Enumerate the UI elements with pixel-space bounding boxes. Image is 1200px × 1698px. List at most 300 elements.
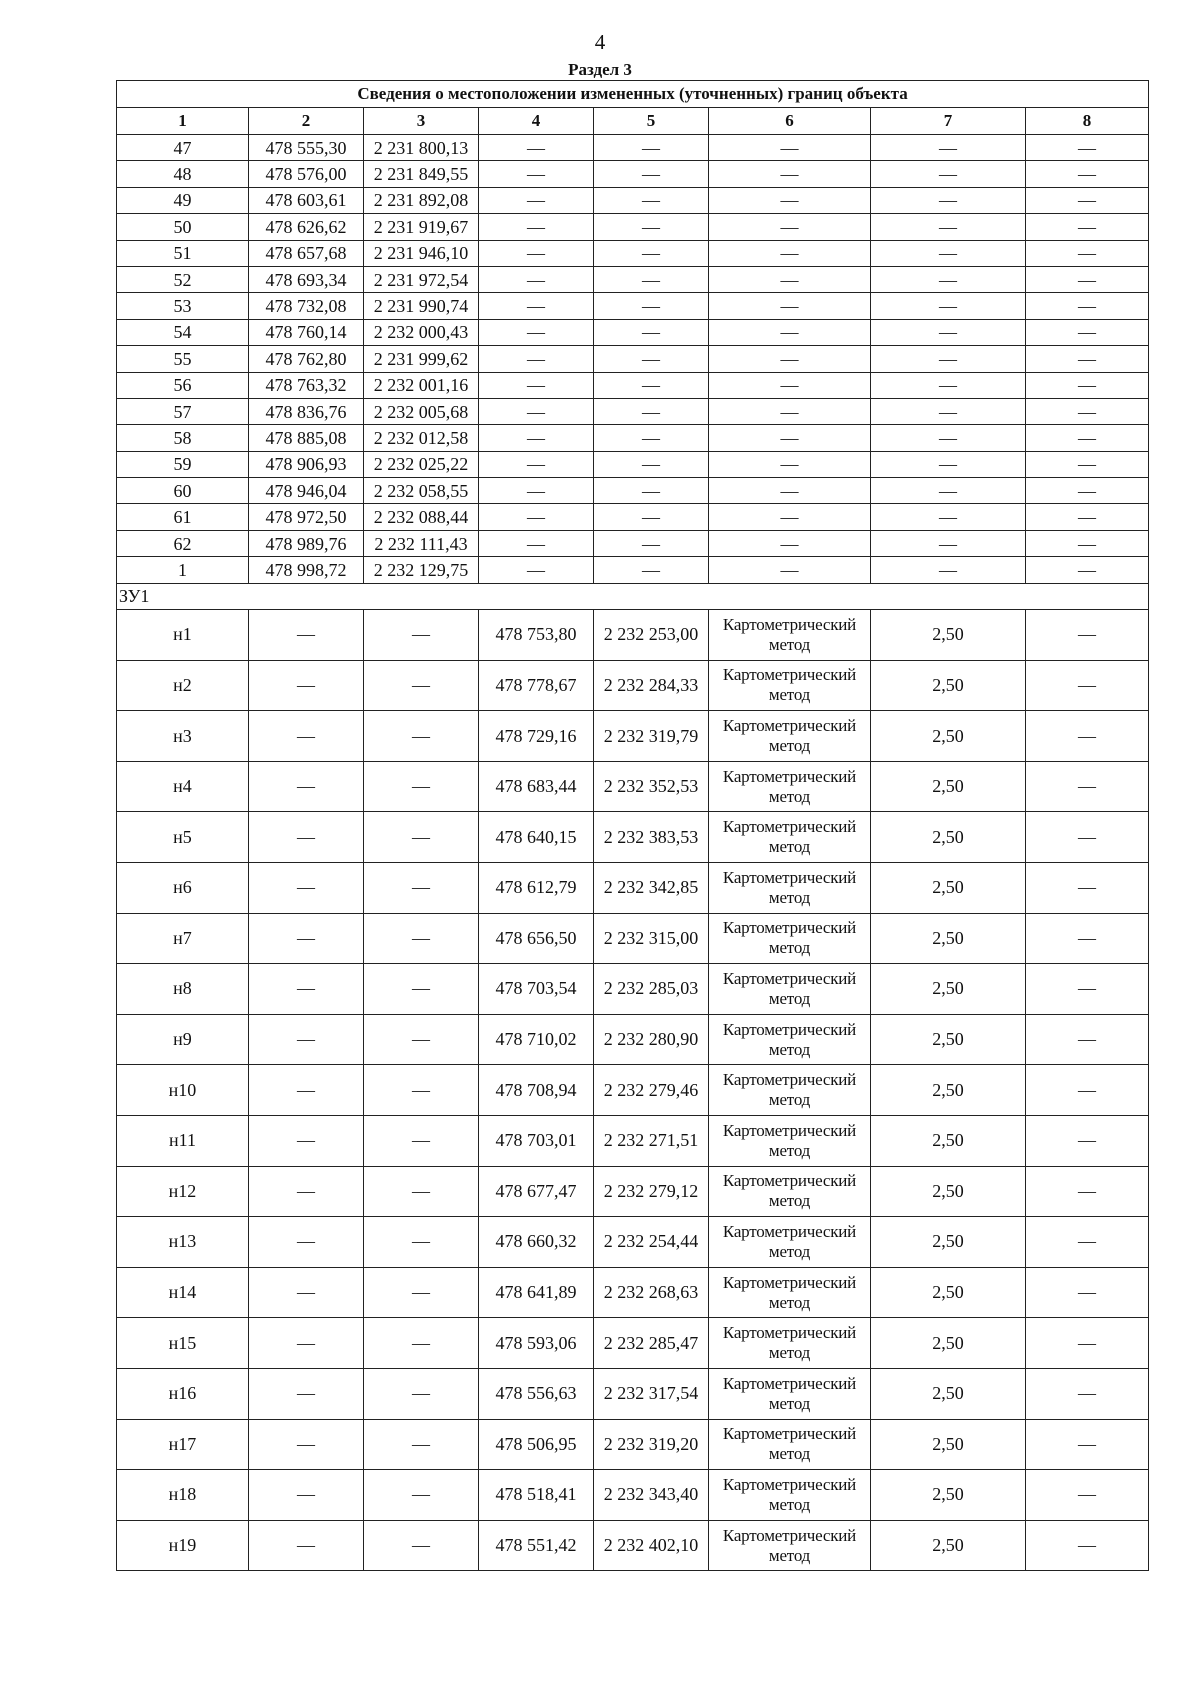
description-cell: — — [1026, 372, 1149, 398]
table-row — [117, 451, 1149, 477]
point-number-cell: 51 — [117, 240, 249, 266]
point-number-cell: н18 — [117, 1470, 249, 1521]
group-label: ЗУ1 — [117, 583, 1149, 609]
old-y-cell: — — [364, 711, 479, 762]
old-y-cell: — — [364, 1065, 479, 1116]
new-x-cell: — — [479, 214, 594, 240]
old-x-cell: 478 906,93 — [249, 451, 364, 477]
old-y-cell: — — [364, 1166, 479, 1217]
point-number-cell: н5 — [117, 812, 249, 863]
old-y-cell: 2 232 058,55 — [364, 478, 479, 504]
method-cell: Картометрический метод — [709, 1520, 871, 1571]
new-y-cell: — — [594, 293, 709, 319]
new-x-cell: 478 677,47 — [479, 1166, 594, 1217]
old-y-cell: — — [364, 1014, 479, 1065]
accuracy-cell: — — [871, 530, 1026, 556]
method-cell: — — [709, 266, 871, 292]
old-x-cell: 478 836,76 — [249, 398, 364, 424]
group-row — [117, 583, 1149, 609]
accuracy-cell: — — [871, 293, 1026, 319]
table-row — [117, 1368, 1149, 1419]
old-x-cell: — — [249, 964, 364, 1015]
new-x-cell: 478 518,41 — [479, 1470, 594, 1521]
method-cell: — — [709, 214, 871, 240]
old-x-cell: — — [249, 812, 364, 863]
old-y-cell: — — [364, 1419, 479, 1470]
point-number-cell: н9 — [117, 1014, 249, 1065]
new-y-cell: — — [594, 425, 709, 451]
point-number-cell: 49 — [117, 187, 249, 213]
point-number-cell: 62 — [117, 530, 249, 556]
table-row — [117, 478, 1149, 504]
new-y-cell: — — [594, 504, 709, 530]
old-x-cell: 478 885,08 — [249, 425, 364, 451]
table-body — [117, 135, 1149, 1571]
new-y-cell: — — [594, 372, 709, 398]
accuracy-cell: — — [871, 372, 1026, 398]
point-number-cell: 1 — [117, 557, 249, 583]
point-number-cell: н1 — [117, 610, 249, 661]
column-number: 5 — [594, 108, 709, 135]
old-y-cell: — — [364, 1115, 479, 1166]
table-row — [117, 530, 1149, 556]
new-y-cell: — — [594, 478, 709, 504]
table-row — [117, 425, 1149, 451]
accuracy-cell: 2,50 — [871, 913, 1026, 964]
accuracy-cell: 2,50 — [871, 610, 1026, 661]
accuracy-cell: — — [871, 504, 1026, 530]
accuracy-cell: 2,50 — [871, 711, 1026, 762]
point-number-cell: н15 — [117, 1318, 249, 1369]
method-cell: Картометрический метод — [709, 1318, 871, 1369]
table-row — [117, 1470, 1149, 1521]
description-cell: — — [1026, 1520, 1149, 1571]
method-cell: — — [709, 293, 871, 319]
new-y-cell: 2 232 284,33 — [594, 660, 709, 711]
new-y-cell: — — [594, 161, 709, 187]
description-cell: — — [1026, 1419, 1149, 1470]
new-y-cell: 2 232 280,90 — [594, 1014, 709, 1065]
new-x-cell: 478 710,02 — [479, 1014, 594, 1065]
new-y-cell: — — [594, 266, 709, 292]
table-row — [117, 1065, 1149, 1116]
point-number-cell: н13 — [117, 1217, 249, 1268]
new-y-cell: 2 232 383,53 — [594, 812, 709, 863]
old-y-cell: 2 231 800,13 — [364, 135, 479, 161]
new-y-cell: 2 232 352,53 — [594, 761, 709, 812]
new-y-cell: 2 232 254,44 — [594, 1217, 709, 1268]
method-cell: Картометрический метод — [709, 610, 871, 661]
new-y-cell: — — [594, 398, 709, 424]
new-y-cell: 2 232 315,00 — [594, 913, 709, 964]
old-y-cell: 2 231 849,55 — [364, 161, 479, 187]
new-x-cell: — — [479, 557, 594, 583]
column-number: 8 — [1026, 108, 1149, 135]
new-x-cell: 478 551,42 — [479, 1520, 594, 1571]
old-y-cell: 2 231 972,54 — [364, 266, 479, 292]
point-number-cell: 59 — [117, 451, 249, 477]
new-x-cell: 478 556,63 — [479, 1368, 594, 1419]
point-number-cell: 58 — [117, 425, 249, 451]
point-number-cell: н17 — [117, 1419, 249, 1470]
point-number-cell: н4 — [117, 761, 249, 812]
old-x-cell: 478 762,80 — [249, 346, 364, 372]
description-cell: — — [1026, 711, 1149, 762]
method-cell: Картометрический метод — [709, 1470, 871, 1521]
accuracy-cell: 2,50 — [871, 1115, 1026, 1166]
method-cell: — — [709, 319, 871, 345]
point-number-cell: н8 — [117, 964, 249, 1015]
column-number-row — [117, 108, 1149, 135]
description-cell: — — [1026, 863, 1149, 914]
table-row — [117, 964, 1149, 1015]
point-number-cell: 48 — [117, 161, 249, 187]
method-cell: — — [709, 346, 871, 372]
description-cell: — — [1026, 398, 1149, 424]
old-y-cell: — — [364, 1217, 479, 1268]
table-row — [117, 319, 1149, 345]
description-cell: — — [1026, 1166, 1149, 1217]
method-cell: Картометрический метод — [709, 1217, 871, 1268]
point-number-cell: 54 — [117, 319, 249, 345]
point-number-cell: н16 — [117, 1368, 249, 1419]
old-y-cell: 2 231 999,62 — [364, 346, 479, 372]
description-cell: — — [1026, 214, 1149, 240]
old-x-cell: 478 555,30 — [249, 135, 364, 161]
new-x-cell: — — [479, 135, 594, 161]
old-x-cell: — — [249, 761, 364, 812]
old-y-cell: — — [364, 1470, 479, 1521]
column-number: 4 — [479, 108, 594, 135]
new-y-cell: — — [594, 530, 709, 556]
old-x-cell: — — [249, 913, 364, 964]
table-row — [117, 1115, 1149, 1166]
new-y-cell: 2 232 343,40 — [594, 1470, 709, 1521]
method-cell: — — [709, 187, 871, 213]
method-cell: Картометрический метод — [709, 1065, 871, 1116]
new-y-cell: 2 232 319,79 — [594, 711, 709, 762]
old-x-cell: — — [249, 1318, 364, 1369]
column-number: 2 — [249, 108, 364, 135]
new-y-cell: — — [594, 557, 709, 583]
point-number-cell: н7 — [117, 913, 249, 964]
point-number-cell: н6 — [117, 863, 249, 914]
new-y-cell: 2 232 268,63 — [594, 1267, 709, 1318]
description-cell: — — [1026, 913, 1149, 964]
column-number: 6 — [709, 108, 871, 135]
old-x-cell: 478 946,04 — [249, 478, 364, 504]
accuracy-cell: 2,50 — [871, 1318, 1026, 1369]
old-y-cell: — — [364, 863, 479, 914]
new-x-cell: 478 708,94 — [479, 1065, 594, 1116]
description-cell: — — [1026, 319, 1149, 345]
point-number-cell: 61 — [117, 504, 249, 530]
description-cell: — — [1026, 135, 1149, 161]
new-x-cell: 478 640,15 — [479, 812, 594, 863]
method-cell: Картометрический метод — [709, 863, 871, 914]
new-y-cell: 2 232 271,51 — [594, 1115, 709, 1166]
table-row — [117, 1520, 1149, 1571]
accuracy-cell: — — [871, 266, 1026, 292]
description-cell: — — [1026, 425, 1149, 451]
new-y-cell: — — [594, 214, 709, 240]
new-x-cell: — — [479, 451, 594, 477]
method-cell: Картометрический метод — [709, 1115, 871, 1166]
new-x-cell: 478 703,01 — [479, 1115, 594, 1166]
old-x-cell: 478 657,68 — [249, 240, 364, 266]
description-cell: — — [1026, 161, 1149, 187]
method-cell: Картометрический метод — [709, 1014, 871, 1065]
accuracy-cell: 2,50 — [871, 1166, 1026, 1217]
new-x-cell: — — [479, 372, 594, 398]
new-x-cell: — — [479, 530, 594, 556]
description-cell: — — [1026, 1318, 1149, 1369]
table-row — [117, 863, 1149, 914]
old-x-cell: 478 576,00 — [249, 161, 364, 187]
old-x-cell: — — [249, 1065, 364, 1116]
old-y-cell: 2 231 946,10 — [364, 240, 479, 266]
method-cell: Картометрический метод — [709, 1166, 871, 1217]
accuracy-cell: — — [871, 398, 1026, 424]
new-y-cell: — — [594, 187, 709, 213]
point-number-cell: н12 — [117, 1166, 249, 1217]
old-y-cell: — — [364, 913, 479, 964]
description-cell: — — [1026, 557, 1149, 583]
new-y-cell: 2 232 402,10 — [594, 1520, 709, 1571]
description-cell: — — [1026, 812, 1149, 863]
old-x-cell: — — [249, 1419, 364, 1470]
accuracy-cell: 2,50 — [871, 1470, 1026, 1521]
page-number: 4 — [594, 30, 606, 54]
old-x-cell: — — [249, 1217, 364, 1268]
new-x-cell: — — [479, 319, 594, 345]
accuracy-cell: 2,50 — [871, 964, 1026, 1015]
new-y-cell: 2 232 253,00 — [594, 610, 709, 661]
table-row — [117, 1318, 1149, 1369]
new-x-cell: — — [479, 504, 594, 530]
new-x-cell: 478 729,16 — [479, 711, 594, 762]
new-y-cell: — — [594, 135, 709, 161]
point-number-cell: н2 — [117, 660, 249, 711]
description-cell: — — [1026, 266, 1149, 292]
old-x-cell: — — [249, 1014, 364, 1065]
table-row — [117, 266, 1149, 292]
new-x-cell: — — [479, 187, 594, 213]
accuracy-cell: 2,50 — [871, 1520, 1026, 1571]
new-x-cell: 478 612,79 — [479, 863, 594, 914]
old-y-cell: 2 232 129,75 — [364, 557, 479, 583]
method-cell: Картометрический метод — [709, 761, 871, 812]
accuracy-cell: — — [871, 557, 1026, 583]
new-y-cell: 2 232 285,47 — [594, 1318, 709, 1369]
table-row — [117, 812, 1149, 863]
old-y-cell: — — [364, 1368, 479, 1419]
method-cell: Картометрический метод — [709, 1419, 871, 1470]
old-x-cell: — — [249, 1115, 364, 1166]
method-cell: Картометрический метод — [709, 812, 871, 863]
description-cell: — — [1026, 1065, 1149, 1116]
old-x-cell: 478 603,61 — [249, 187, 364, 213]
old-y-cell: 2 231 919,67 — [364, 214, 479, 240]
method-cell: — — [709, 504, 871, 530]
table-row — [117, 398, 1149, 424]
accuracy-cell: — — [871, 478, 1026, 504]
old-x-cell: — — [249, 711, 364, 762]
old-x-cell: — — [249, 1267, 364, 1318]
table-row — [117, 1014, 1149, 1065]
description-cell: — — [1026, 346, 1149, 372]
description-cell: — — [1026, 1470, 1149, 1521]
new-y-cell: — — [594, 451, 709, 477]
column-number: 7 — [871, 108, 1026, 135]
new-y-cell: 2 232 279,12 — [594, 1166, 709, 1217]
accuracy-cell: 2,50 — [871, 761, 1026, 812]
coordinates-table — [116, 80, 1149, 1571]
accuracy-cell: 2,50 — [871, 1217, 1026, 1268]
accuracy-cell: 2,50 — [871, 863, 1026, 914]
new-y-cell: 2 232 285,03 — [594, 964, 709, 1015]
method-cell: Картометрический метод — [709, 711, 871, 762]
old-y-cell: 2 232 088,44 — [364, 504, 479, 530]
new-x-cell: 478 506,95 — [479, 1419, 594, 1470]
new-x-cell: — — [479, 240, 594, 266]
accuracy-cell: 2,50 — [871, 812, 1026, 863]
new-x-cell: — — [479, 425, 594, 451]
old-x-cell: — — [249, 1166, 364, 1217]
new-x-cell: 478 641,89 — [479, 1267, 594, 1318]
accuracy-cell: — — [871, 346, 1026, 372]
old-x-cell: 478 626,62 — [249, 214, 364, 240]
new-x-cell: 478 593,06 — [479, 1318, 594, 1369]
old-y-cell: — — [364, 610, 479, 661]
method-cell: — — [709, 530, 871, 556]
method-cell: — — [709, 398, 871, 424]
new-y-cell: 2 232 319,20 — [594, 1419, 709, 1470]
description-cell: — — [1026, 478, 1149, 504]
point-number-cell: н3 — [117, 711, 249, 762]
old-y-cell: 2 231 990,74 — [364, 293, 479, 319]
old-x-cell: 478 760,14 — [249, 319, 364, 345]
old-x-cell: — — [249, 660, 364, 711]
table-row — [117, 1217, 1149, 1268]
old-x-cell: 478 989,76 — [249, 530, 364, 556]
old-y-cell: 2 232 005,68 — [364, 398, 479, 424]
new-y-cell: — — [594, 319, 709, 345]
accuracy-cell: — — [871, 319, 1026, 345]
description-cell: — — [1026, 240, 1149, 266]
point-number-cell: н11 — [117, 1115, 249, 1166]
method-cell: Картометрический метод — [709, 964, 871, 1015]
table-row — [117, 913, 1149, 964]
table-row — [117, 761, 1149, 812]
description-cell: — — [1026, 1115, 1149, 1166]
method-cell: Картометрический метод — [709, 1368, 871, 1419]
point-number-cell: 60 — [117, 478, 249, 504]
point-number-cell: 55 — [117, 346, 249, 372]
point-number-cell: 50 — [117, 214, 249, 240]
table-row — [117, 240, 1149, 266]
old-y-cell: 2 232 012,58 — [364, 425, 479, 451]
description-cell: — — [1026, 761, 1149, 812]
table-row — [117, 187, 1149, 213]
new-x-cell: — — [479, 478, 594, 504]
table-row — [117, 1267, 1149, 1318]
description-cell: — — [1026, 293, 1149, 319]
old-x-cell: — — [249, 1368, 364, 1419]
method-cell: — — [709, 451, 871, 477]
old-y-cell: — — [364, 812, 479, 863]
new-x-cell: — — [479, 266, 594, 292]
old-x-cell: — — [249, 1470, 364, 1521]
old-y-cell: — — [364, 964, 479, 1015]
accuracy-cell: 2,50 — [871, 1267, 1026, 1318]
old-y-cell: 2 232 111,43 — [364, 530, 479, 556]
old-x-cell: 478 998,72 — [249, 557, 364, 583]
old-y-cell: — — [364, 1520, 479, 1571]
table-row — [117, 660, 1149, 711]
column-number: 3 — [364, 108, 479, 135]
accuracy-cell: — — [871, 135, 1026, 161]
method-cell: — — [709, 240, 871, 266]
table-row — [117, 557, 1149, 583]
point-number-cell: н19 — [117, 1520, 249, 1571]
old-x-cell: 478 732,08 — [249, 293, 364, 319]
description-cell: — — [1026, 660, 1149, 711]
description-cell: — — [1026, 187, 1149, 213]
point-number-cell: 56 — [117, 372, 249, 398]
method-cell: — — [709, 135, 871, 161]
new-x-cell: 478 778,67 — [479, 660, 594, 711]
table-row — [117, 504, 1149, 530]
point-number-cell: 47 — [117, 135, 249, 161]
description-cell: — — [1026, 610, 1149, 661]
new-y-cell: 2 232 279,46 — [594, 1065, 709, 1116]
table-row — [117, 214, 1149, 240]
accuracy-cell: 2,50 — [871, 1368, 1026, 1419]
table-row — [117, 610, 1149, 661]
method-cell: — — [709, 161, 871, 187]
old-y-cell: 2 232 000,43 — [364, 319, 479, 345]
accuracy-cell: 2,50 — [871, 1065, 1026, 1116]
old-x-cell: — — [249, 1520, 364, 1571]
point-number-cell: 52 — [117, 266, 249, 292]
description-cell: — — [1026, 504, 1149, 530]
description-cell: — — [1026, 964, 1149, 1015]
new-y-cell: 2 232 342,85 — [594, 863, 709, 914]
table-row — [117, 135, 1149, 161]
table-row — [117, 293, 1149, 319]
description-cell: — — [1026, 1217, 1149, 1268]
description-cell: — — [1026, 1014, 1149, 1065]
old-y-cell: 2 232 025,22 — [364, 451, 479, 477]
method-cell: — — [709, 372, 871, 398]
table-row — [117, 372, 1149, 398]
method-cell: — — [709, 425, 871, 451]
old-x-cell: 478 693,34 — [249, 266, 364, 292]
column-number: 1 — [117, 108, 249, 135]
description-cell: — — [1026, 530, 1149, 556]
accuracy-cell: 2,50 — [871, 1419, 1026, 1470]
point-number-cell: н14 — [117, 1267, 249, 1318]
old-x-cell: — — [249, 863, 364, 914]
old-x-cell: 478 763,32 — [249, 372, 364, 398]
new-x-cell: — — [479, 346, 594, 372]
old-y-cell: — — [364, 1267, 479, 1318]
new-y-cell: — — [594, 240, 709, 266]
accuracy-cell: — — [871, 425, 1026, 451]
table-row — [117, 346, 1149, 372]
accuracy-cell: 2,50 — [871, 1014, 1026, 1065]
